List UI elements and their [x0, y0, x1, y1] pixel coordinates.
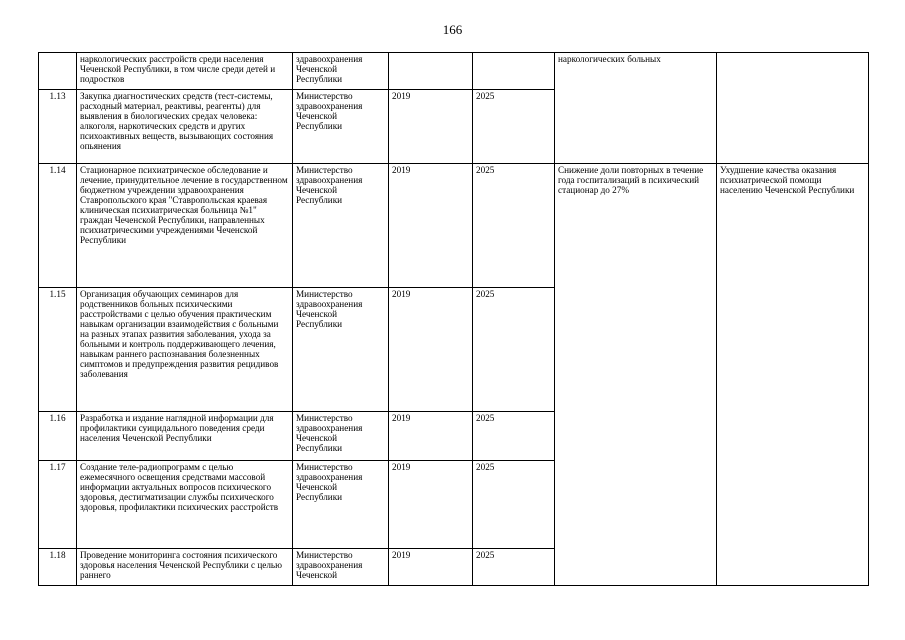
consequence-cell-top	[717, 53, 869, 164]
executor-cell: Министерство здравоохранения Чеченской Республики	[293, 288, 389, 412]
program-table	[38, 52, 869, 586]
activity-cell: Закупка диагностических средств (тест-системы, расходный материал, реактивы, реагенты) для выявления в биологических средах человека: алкоголя, наркотических средств и других психоактивных веществ, вызывающих состояния опьянения	[77, 90, 293, 164]
row-number: 1.15	[39, 288, 77, 412]
row-number: 1.18	[39, 549, 77, 586]
end-year-cell: 2025	[473, 90, 555, 164]
start-year-cell: 2019	[389, 90, 473, 164]
end-year-cell	[473, 53, 555, 90]
consequence-cell-main: Ухудшение качества оказания психиатрической помощи населению Чеченской Республики	[717, 164, 869, 586]
end-year-cell: 2025	[473, 288, 555, 412]
result-cell-main: Снижение доли повторных в течение года госпитализаций в психический стационар до 27%	[555, 164, 717, 586]
table-row	[39, 53, 869, 90]
activity-cell: Создание теле-радиопрограмм с целью ежемесячного освещения средствами массовой информации актуальных вопросов психического здоровья, дестигматизации службы психического здоровья, профилактики психических расстройств	[77, 461, 293, 549]
start-year-cell: 2019	[389, 461, 473, 549]
activity-cell: Проведение мониторинга состояния психического здоровья населения Чеченской Республики с целью раннего	[77, 549, 293, 586]
row-number: 1.13	[39, 90, 77, 164]
executor-cell: Министерство здравоохранения Чеченской Республики	[293, 164, 389, 288]
end-year-cell: 2025	[473, 461, 555, 549]
row-number	[39, 53, 77, 90]
row-number: 1.14	[39, 164, 77, 288]
executor-cell: Министерство здравоохранения Чеченской Республики	[293, 90, 389, 164]
end-year-cell: 2025	[473, 164, 555, 288]
executor-cell: Министерство здравоохранения Чеченской Республики	[293, 412, 389, 461]
executor-cell: Министерство здравоохранения Чеченской	[293, 549, 389, 586]
start-year-cell: 2019	[389, 288, 473, 412]
end-year-cell: 2025	[473, 549, 555, 586]
start-year-cell: 2019	[389, 412, 473, 461]
executor-cell: Министерство здравоохранения Чеченской Республики	[293, 461, 389, 549]
row-number: 1.16	[39, 412, 77, 461]
activity-cell: Стационарное психиатрическое обследование и лечение, принудительное лечение в государственном бюджетном учреждении здравоохранения Ставропольского края "Ставропольская краевая клиническая психиатрическая больница №1" граждан Чеченской Республики, направленных психиатрическими учреждениями Чеченской Республики	[77, 164, 293, 288]
executor-cell: здравоохранения Чеченской Республики	[293, 53, 389, 90]
row-number: 1.17	[39, 461, 77, 549]
start-year-cell: 2019	[389, 164, 473, 288]
activity-cell: Разработка и издание наглядной информации для профилактики суицидального поведения среди населения Чеченской Республики	[77, 412, 293, 461]
page-number: 166	[442, 22, 463, 37]
start-year-cell: 2019	[389, 549, 473, 586]
activity-cell: наркологических расстройств среди населения Чеченской Республики, в том числе среди детей и подростков	[77, 53, 293, 90]
table-row	[39, 164, 869, 288]
result-cell-top: наркологических больных	[555, 53, 717, 164]
activity-cell: Организация обучающих семинаров для родственников больных психическими расстройствами с целью обучения практическим навыкам организации взаимодействия с больными на разных этапах развития заболевания, ухода за больными и контроль поддерживающего лечения, навыкам раннего распознавания болезненных симптомов и предупреждения развития рецидивов заболевания	[77, 288, 293, 412]
start-year-cell	[389, 53, 473, 90]
end-year-cell: 2025	[473, 412, 555, 461]
